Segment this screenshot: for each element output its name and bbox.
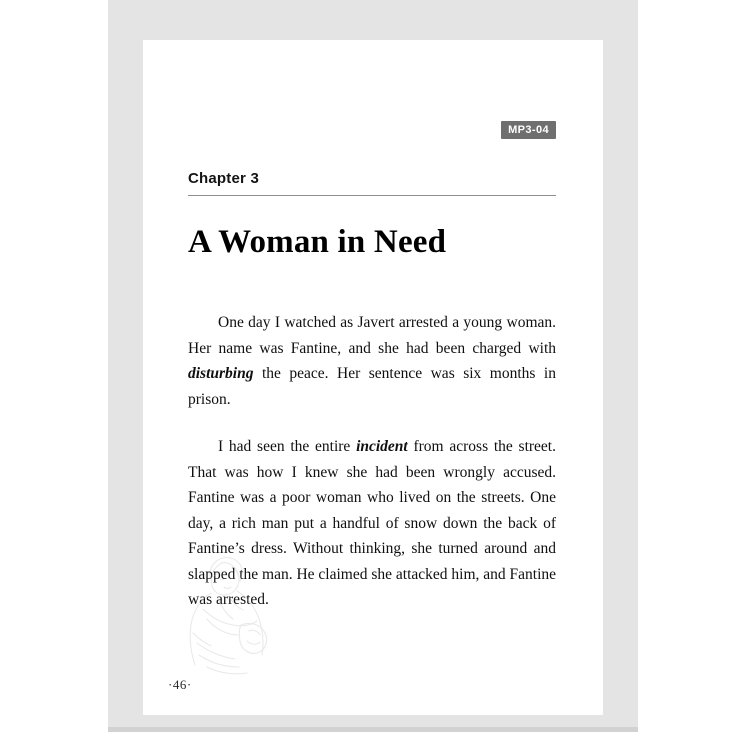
mp3-audio-badge: MP3-04 bbox=[501, 121, 556, 139]
page-backdrop-shadow bbox=[108, 727, 638, 732]
paragraph-2-emphasis-1: incident bbox=[356, 438, 408, 455]
book-page bbox=[143, 40, 603, 715]
page-number: ·46· bbox=[168, 677, 192, 692]
paragraph-1-emphasis-1: disturbing bbox=[188, 365, 254, 382]
paragraph-1: One day I watched as Javert arrested a young woman. Her name was Fantine, and she had been charged with disturbing the peace. Her sentence was six months in prison. bbox=[188, 314, 556, 408]
page-content-area bbox=[188, 80, 556, 680]
chapter-title: A Woman in Need bbox=[188, 224, 447, 261]
body-text bbox=[188, 310, 556, 635]
paragraph-2: I had seen the entire incident from across the street. That was how I knew she had been wrongly accused. Fantine was a poor woman who lived on the streets. One day, a rich man put a handful of snow down the back of Fantine’s dress. Without thinking, she turned around and slapped the man. He claimed she attacked him, and Fantine was arrested. bbox=[188, 438, 557, 608]
chapter-divider bbox=[188, 195, 556, 196]
chapter-label: Chapter 3 bbox=[188, 170, 259, 187]
